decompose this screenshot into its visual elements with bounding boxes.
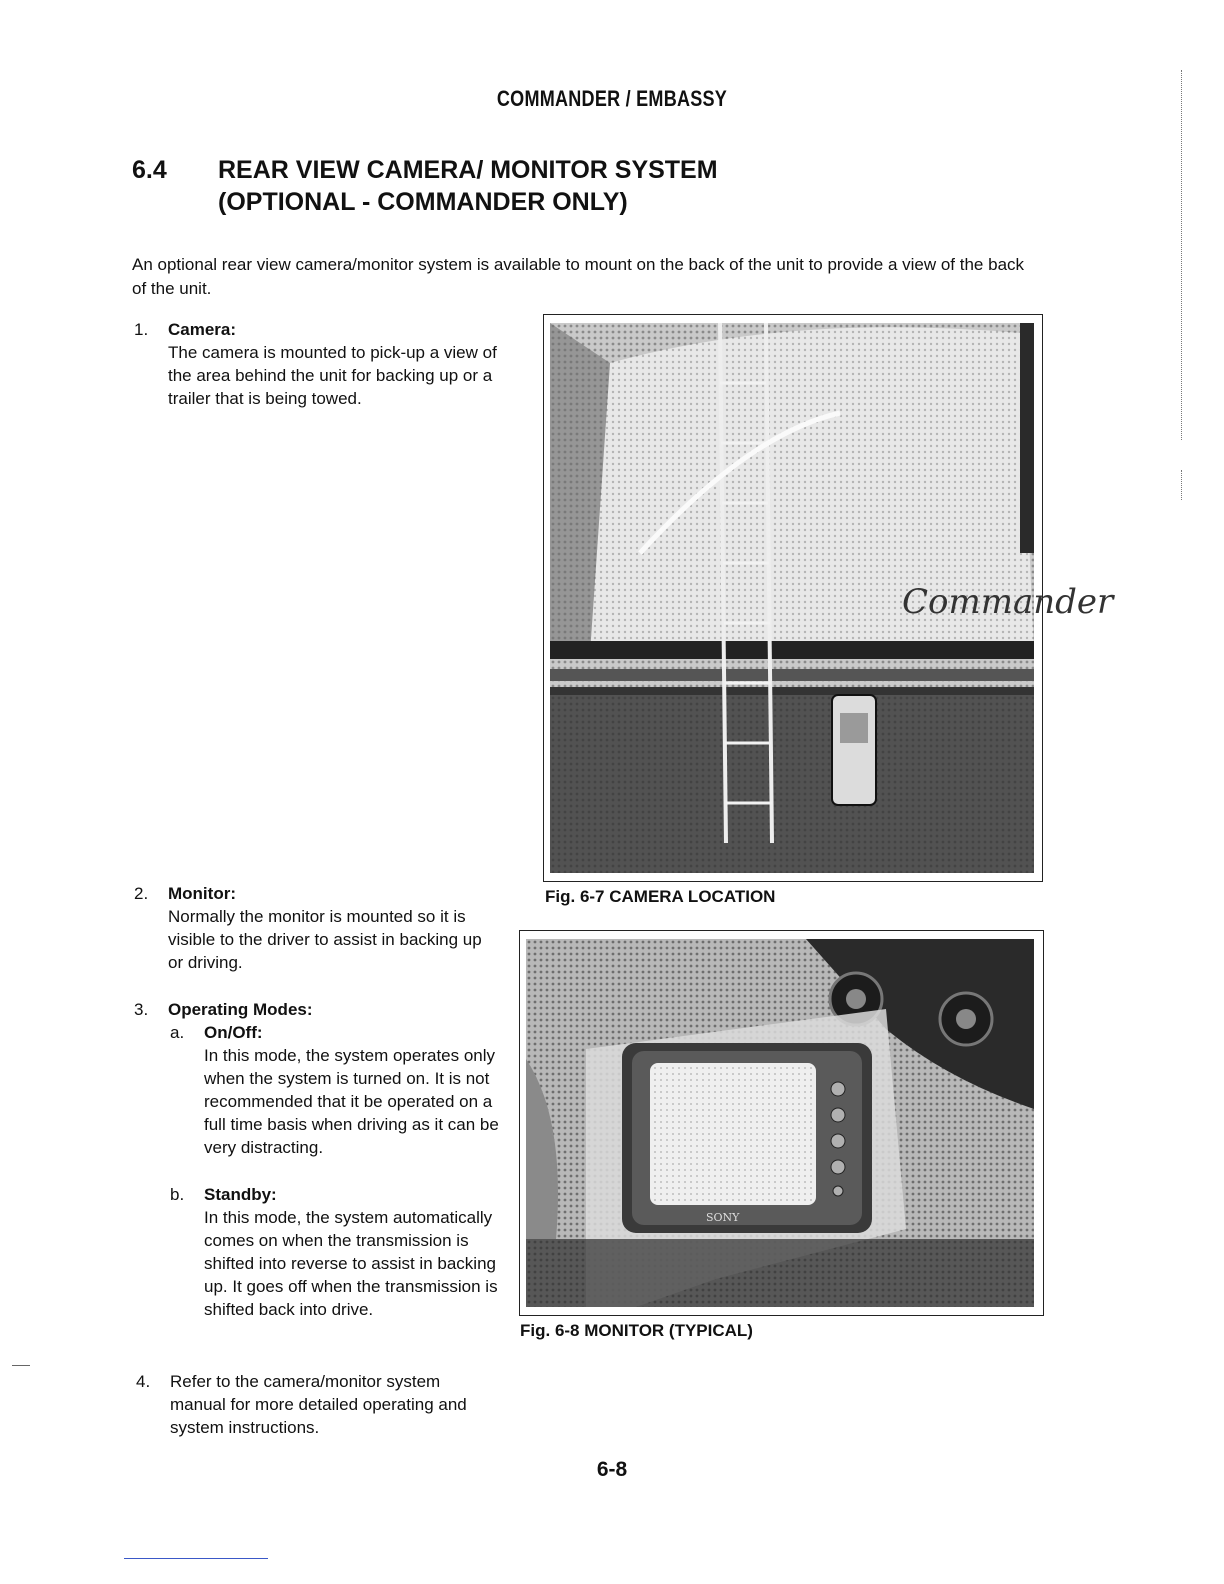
list-item-operating-modes xyxy=(134,998,514,1021)
item-body: Normally the monitor is mounted so it is visible to the driver to assist in backing up or driving. xyxy=(168,907,482,972)
margin-mark xyxy=(1181,70,1182,440)
section-title-line1: REAR VIEW CAMERA/ MONITOR SYSTEM xyxy=(218,156,718,184)
monitor-illustration xyxy=(526,939,1034,1307)
monitor-photo xyxy=(526,939,1034,1307)
page-number: 6-8 xyxy=(596,1458,628,1481)
subitem-body: In this mode, the system automatically comes on when the transmission is shifted into reverse to assist in backing up. It goes off when the transmission is shifted back into drive. xyxy=(204,1208,498,1319)
item-title: Operating Modes: xyxy=(168,1000,313,1019)
figure-caption-monitor: Fig. 6-8 MONITOR (TYPICAL) xyxy=(520,1321,753,1340)
running-header: COMMANDER / EMBASSY xyxy=(496,86,728,111)
item-marker: 4. xyxy=(136,1372,151,1391)
section-title-line2: (OPTIONAL - COMMANDER ONLY) xyxy=(218,188,628,216)
subitem-marker: b. xyxy=(170,1185,185,1204)
item-title: Camera: xyxy=(168,320,237,339)
figure-caption-camera: Fig. 6-7 CAMERA LOCATION xyxy=(545,887,776,906)
section-number: 6.4 xyxy=(132,156,167,184)
margin-mark xyxy=(1181,470,1182,500)
item-marker: 1. xyxy=(134,320,149,339)
list-item-camera xyxy=(134,318,497,410)
commander-logo-text: Commander xyxy=(902,582,1114,622)
item-title: Monitor: xyxy=(168,884,236,903)
margin-dash xyxy=(12,1365,30,1366)
list-item-refer-manual xyxy=(136,1370,496,1439)
item-marker: 2. xyxy=(134,884,149,903)
item-body: Refer to the camera/monitor system manual for more detailed operating and system instructions. xyxy=(170,1372,467,1437)
subitem-on-off xyxy=(170,1021,505,1159)
subitem-body: In this mode, the system operates only when the system is turned on. It is not recommended that it be operated on a full time basis when driving as it can be very distracting. xyxy=(204,1046,499,1157)
sony-brand-text: SONY xyxy=(706,1211,740,1224)
camera-location-photo xyxy=(550,323,1114,873)
subitem-marker: a. xyxy=(170,1023,185,1042)
intro-paragraph: An optional rear view camera/monitor system is available to mount on the back of the unit to provide a view of the back of the unit. xyxy=(132,255,1025,298)
item-marker: 3. xyxy=(134,1000,149,1019)
figure-monitor xyxy=(519,930,1044,1316)
list-item-monitor xyxy=(134,882,504,974)
subitem-standby xyxy=(170,1183,505,1321)
bottom-rule xyxy=(124,1558,268,1559)
subitem-title: On/Off: xyxy=(204,1023,263,1042)
item-body: The camera is mounted to pick-up a view of the area behind the unit for backing up or a trailer that is being towed. xyxy=(168,343,497,408)
subitem-title: Standby: xyxy=(204,1185,277,1204)
figure-camera-location xyxy=(543,314,1114,882)
rv-rear-illustration xyxy=(550,323,1114,873)
